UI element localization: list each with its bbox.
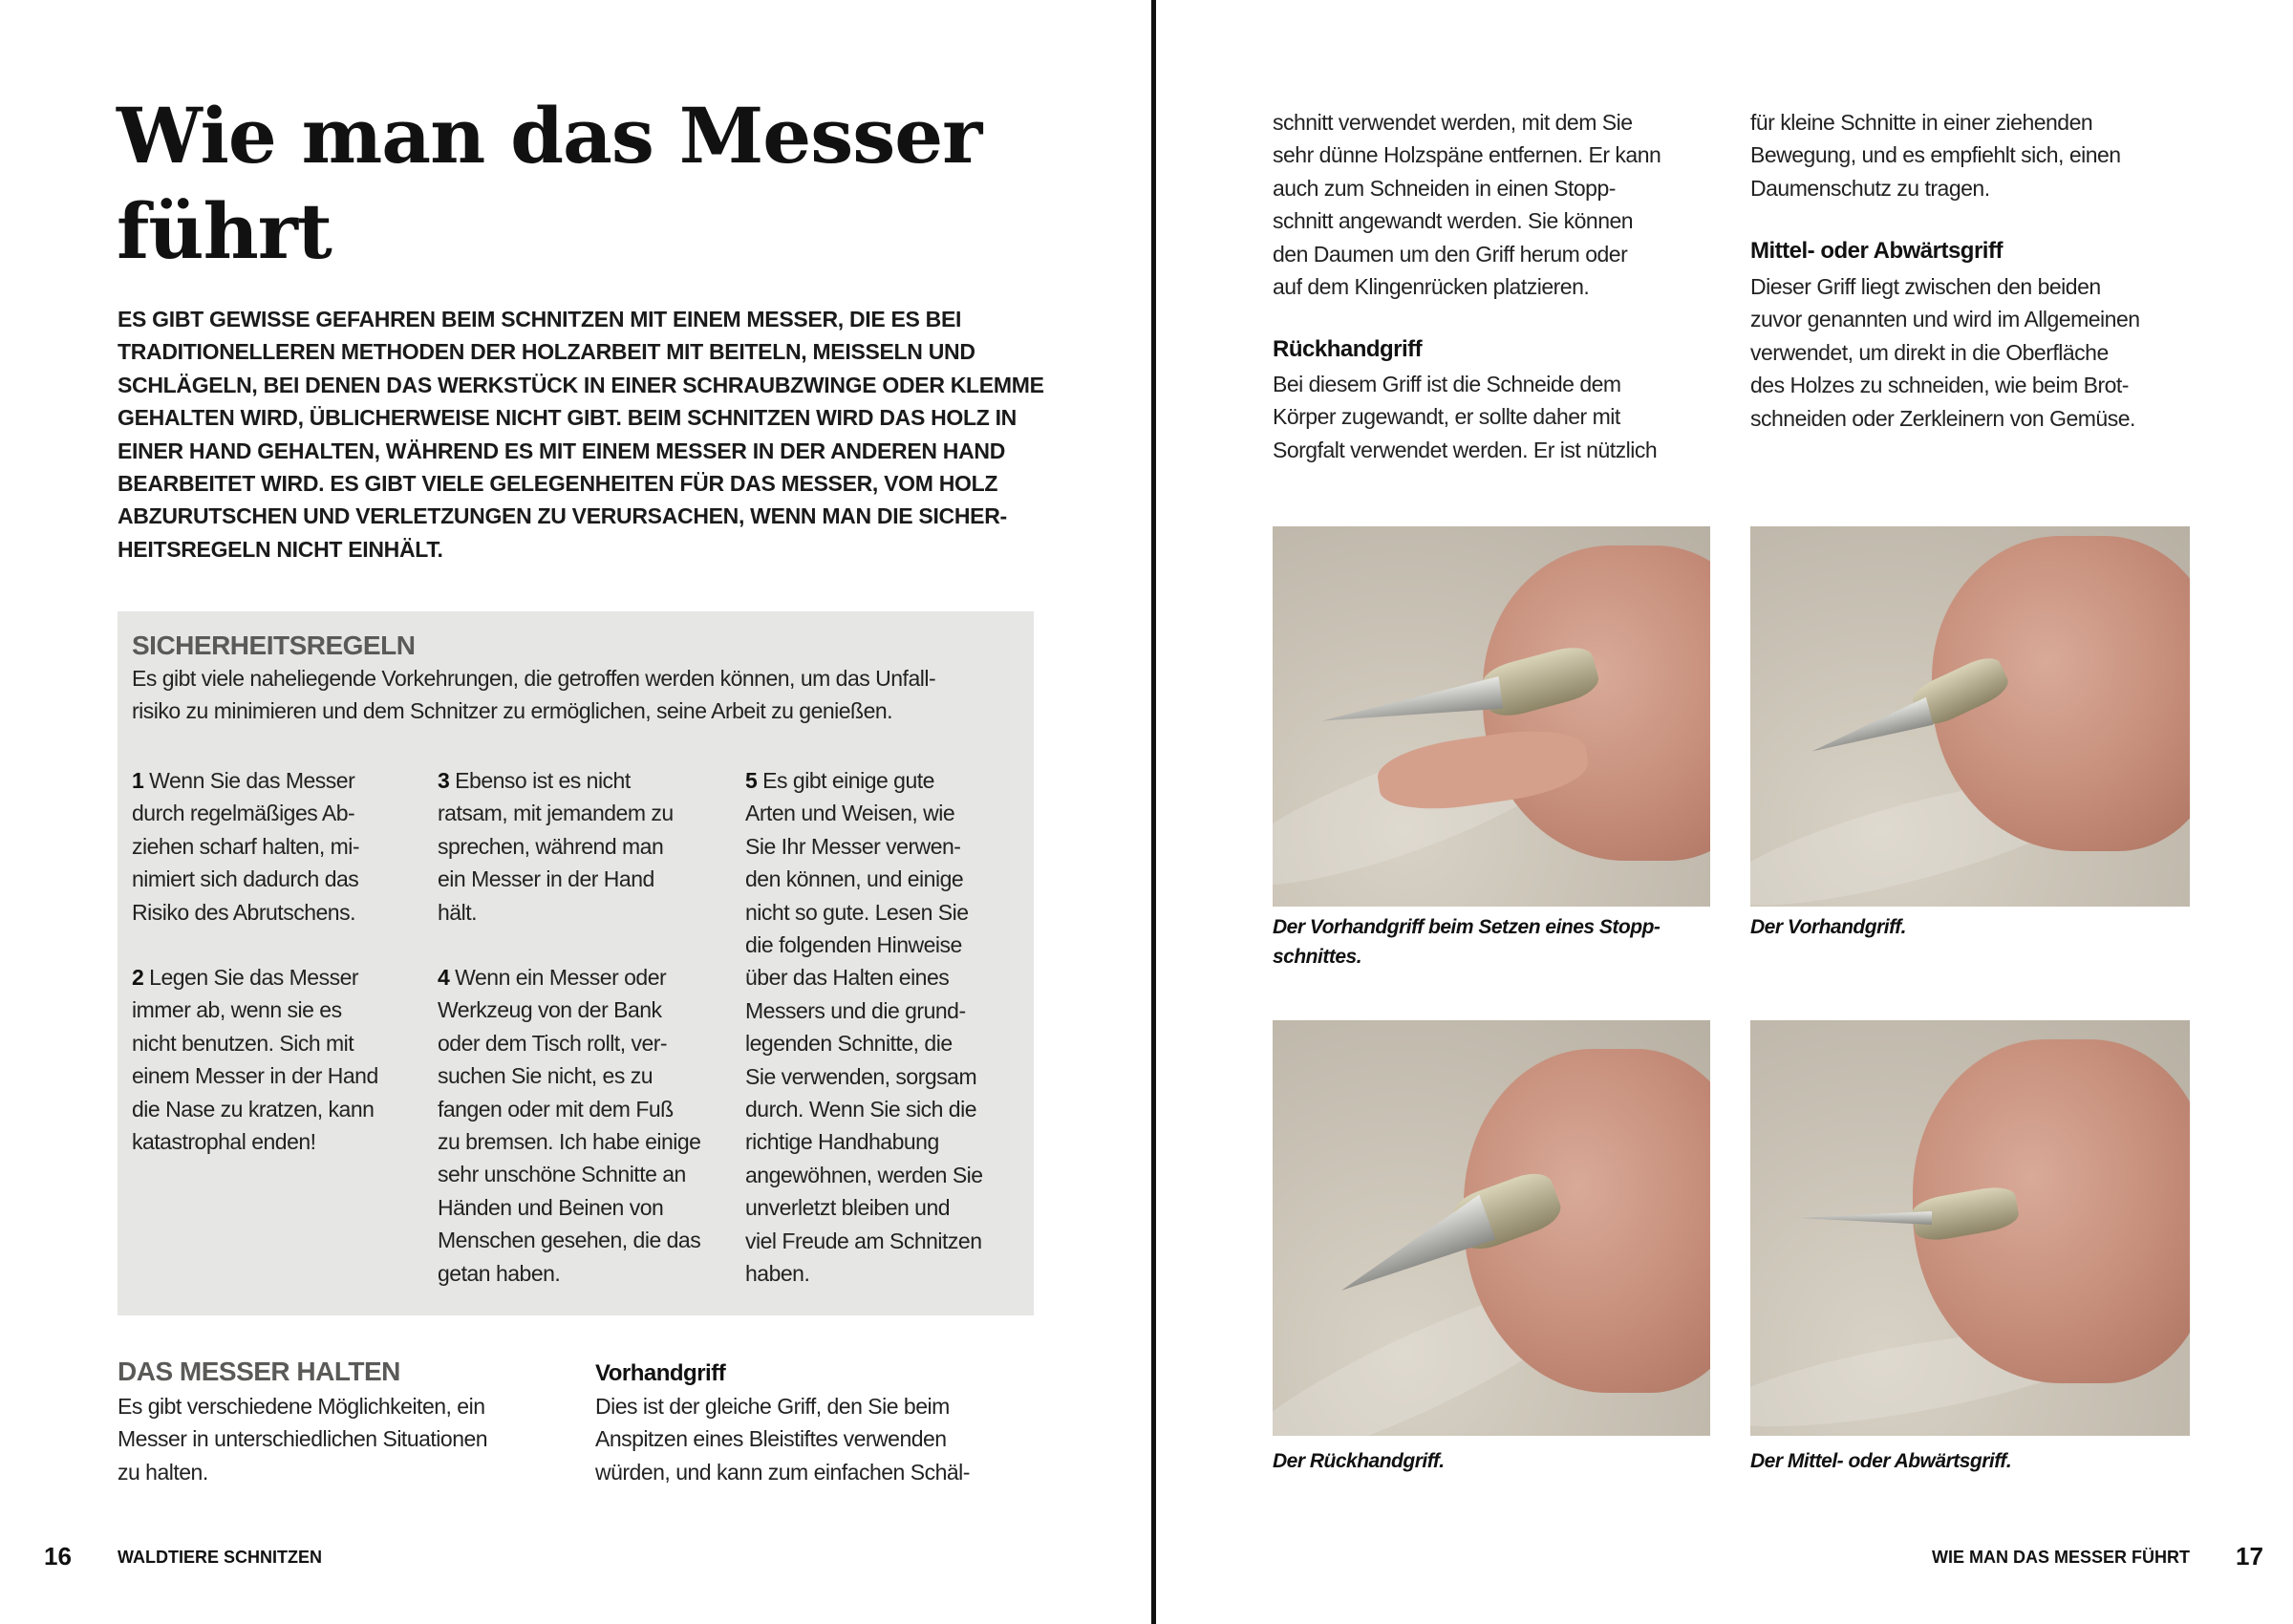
running-footer-left: WALDTIERE SCHNITZEN: [118, 1548, 322, 1567]
safety-rule-4: [438, 961, 700, 1290]
rule-number: 3: [438, 768, 450, 793]
safety-rule-3: [438, 764, 674, 929]
safety-heading: SICHERHEITSREGELN: [132, 630, 416, 660]
page-gutter-divider: [1151, 0, 1156, 1624]
rule-number: 2: [132, 965, 144, 990]
photo-middle-grip: [1750, 1020, 2190, 1436]
intro-paragraph: ES GIBT GEWISSE GEFAHREN BEIM SCHNITZEN MIT EINEM MESSER, DIE ES BEI TRADITIONELLEREN METHODEN DER HOLZARBEIT MIT BEITELN, MEISSELN UND SCHLÄGELN, BEI DENEN DAS WERKSTÜCK IN EINER SCHRAUBZWINGE ODER KLEMME GEHALTEN WIRD, ÜBLICHERWEISE NICHT GIBT. BEIM SCHNITZEN WIRD DAS HOLZ IN EINER HAND GEHALTEN, WÄHREND ES MIT EINEM MESSER IN DER ANDEREN HAND BEARBEITET WIRD. ES GIBT VIELE GELEGENHEITEN FÜR DAS MESSER, VOM HOLZ ABZURUTSCHEN UND VERLETZUNGEN ZU VERURSACHEN, WENN MAN DIE SICHER- HEITSREGELN NICHT EINHÄLT.: [118, 307, 1044, 562]
photo-forehand: [1750, 526, 2190, 907]
forehand-heading: Vorhandgriff: [595, 1360, 726, 1386]
holding-text: Es gibt verschiedene Möglichkeiten, ein Messer in unterschiedlichen Situationen zu halten.: [118, 1394, 488, 1485]
right-col2-text: für kleine Schnitte in einer ziehenden Bewegung, und es empfiehlt sich, einen Daumenschutz zu tragen.: [1750, 110, 2121, 201]
rule-text: Legen Sie das Messer immer ab, wenn sie es nicht benutzen. Sich mit einem Messer in der Hand die Nase zu kratzen, kann katastrophal enden!: [132, 965, 378, 1155]
photo-caption-4: Der Mittel- oder Abwärtsgriff.: [1750, 1450, 2012, 1472]
safety-lead: Es gibt viele naheliegende Vorkehrungen, die getroffen werden können, um das Unfall- risiko zu minimieren und dem Schnitzer zu ermöglichen, seine Arbeit zu genießen.: [132, 666, 936, 724]
rule-text: Ebenso ist es nicht ratsam, mit jemandem zu sprechen, während man ein Messer in der Hand hält.: [438, 768, 674, 925]
holding-heading: DAS MESSER HALTEN: [118, 1357, 400, 1386]
rule-number: 5: [745, 768, 758, 793]
page-number-right: 17: [2236, 1542, 2263, 1571]
rule-text: Es gibt einige gute Arten und Weisen, wie Sie Ihr Messer verwen- den können, und einige nicht so gute. Lesen Sie die folgenden Hinweise über das Halten eines Messers und die grund- legenden Schnitte, die Sie verwenden, sorgsam durch. Wenn Sie sich die richtige Handhabung angewöhnen, werden Sie unverletzt bleiben und viel Freude am Schnitzen haben.: [745, 768, 983, 1287]
rule-text: Wenn ein Messer oder Werkzeug von der Bank oder dem Tisch rollt, ver- suchen Sie nicht, es zu fangen oder mit dem Fuß zu bremsen. Ich habe einige sehr unschöne Schnitte an Händen und Beinen von Menschen gesehen, die das getan haben.: [438, 965, 701, 1286]
right-col1-text: schnitt verwendet werden, mit dem Sie sehr dünne Holzspäne entfernen. Er kann auch zum Schneiden in einen Stopp- schnitt angewandt werden. Sie können den Daumen um den Griff herum oder auf dem Klingenrücken platzieren.: [1273, 110, 1661, 300]
backhand-heading: Rückhandgriff: [1273, 336, 1423, 362]
safety-rule-1: [132, 764, 359, 929]
page-title: Wie man das Messer führt: [117, 91, 982, 276]
photo-backhand: [1273, 1020, 1710, 1436]
backhand-text: Bei diesem Griff ist die Schneide dem Körper zugewandt, er sollte daher mit Sorgfalt verwendet werden. Er ist nützlich: [1273, 372, 1658, 462]
photo-caption-3: Der Rückhandgriff.: [1273, 1450, 1445, 1472]
page-number-left: 16: [44, 1542, 72, 1571]
running-footer-right: WIE MAN DAS MESSER FÜHRT: [1932, 1548, 2190, 1567]
middle-grip-heading: Mittel- oder Abwärtsgriff: [1750, 238, 2003, 264]
safety-rule-2: [132, 961, 378, 1158]
photo-caption-2: Der Vorhandgriff.: [1750, 916, 1907, 938]
middle-grip-text: Dieser Griff liegt zwischen den beiden zuvor genannten und wird im Allgemeinen verwendet, um direkt in die Oberfläche des Holzes zu schneiden, wie beim Brot- schneiden oder Zerkleinern von Gemüse.: [1750, 274, 2140, 431]
rule-number: 1: [132, 768, 144, 793]
forehand-text: Dies ist der gleiche Griff, den Sie beim Anspitzen eines Bleistiftes verwenden würden, und kann zum einfachen Schäl-: [595, 1394, 970, 1485]
rule-text: Wenn Sie das Messer durch regelmäßiges Ab- ziehen scharf halten, mi- nimiert sich dadurch das Risiko des Abrutschens.: [132, 768, 360, 925]
safety-rule-5: [745, 764, 983, 1291]
rule-number: 4: [438, 965, 450, 990]
photo-caption-1: Der Vorhandgriff beim Setzen eines Stopp- schnittes.: [1273, 916, 1661, 968]
photo-forehand-stop-cut: [1273, 526, 1710, 907]
